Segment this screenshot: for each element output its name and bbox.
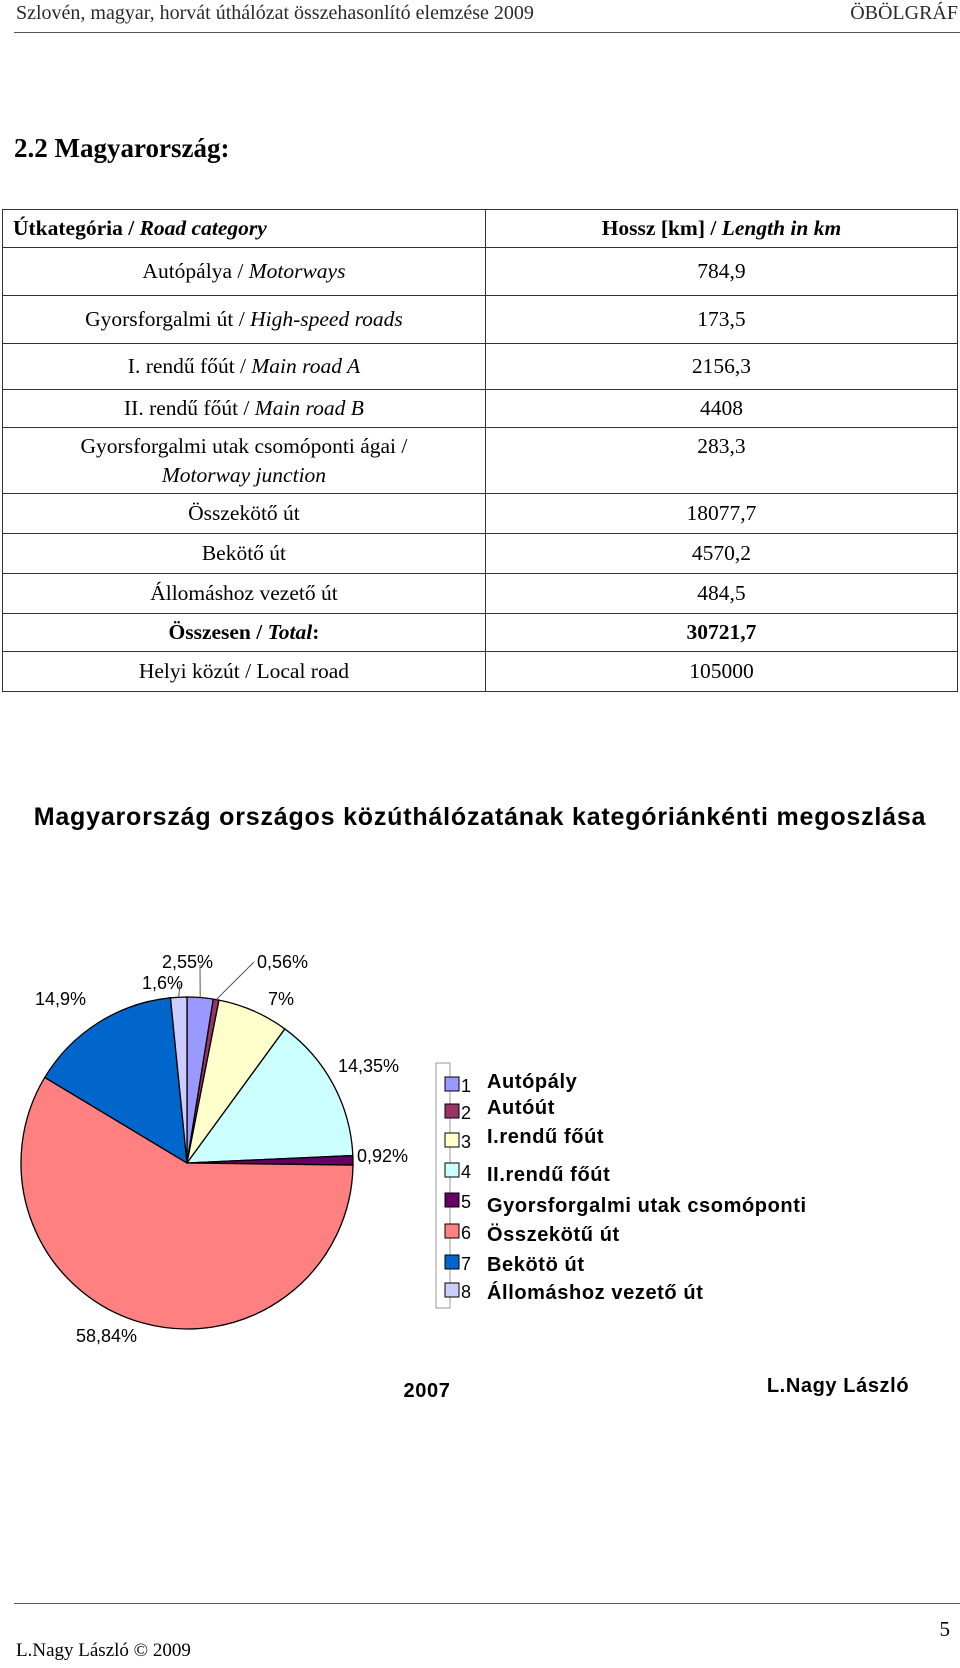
data-label-2: 0,56% xyxy=(257,952,309,972)
data-label-7: 14,9% xyxy=(35,989,87,1009)
legend-label-3: I.rendű főút xyxy=(487,1126,605,1148)
data-label-5: 0,92% xyxy=(357,1146,409,1166)
row-category: Bekötő út xyxy=(3,534,486,574)
local-label: Helyi közút / Local road xyxy=(3,652,486,692)
data-label-4: 14,35% xyxy=(338,1056,400,1076)
row-value: 4408 xyxy=(485,390,957,428)
header-length: Hossz [km] / Length in km xyxy=(485,210,957,248)
row-category: I. rendű főút / Main road A xyxy=(3,344,486,390)
total-value: 30721,7 xyxy=(485,614,957,652)
legend-label-1: Autópály xyxy=(487,1071,578,1093)
data-label-3: 7% xyxy=(268,989,295,1009)
legend-frame xyxy=(436,1063,450,1308)
legend-number-3: 3 xyxy=(461,1132,472,1152)
row-value: 484,5 xyxy=(485,574,957,614)
legend-swatch-2 xyxy=(445,1104,459,1118)
row-value: 173,5 xyxy=(485,296,957,344)
chart-year: 2007 xyxy=(403,1380,451,1402)
legend-swatch-6 xyxy=(445,1224,459,1238)
data-label-6: 58,84% xyxy=(76,1326,138,1346)
legend-swatch-7 xyxy=(445,1255,459,1269)
legend-label-7: Bekötö út xyxy=(487,1254,585,1276)
legend-number-4: 4 xyxy=(461,1162,472,1182)
row-category: Gyorsforgalmi utak csomóponti ágai / Motorway junction xyxy=(3,428,486,494)
legend-number-7: 7 xyxy=(461,1254,472,1274)
row-category: II. rendű főút / Main road B xyxy=(3,390,486,428)
local-value: 105000 xyxy=(485,652,957,692)
legend-swatch-5 xyxy=(445,1193,459,1207)
legend-swatch-4 xyxy=(445,1163,459,1177)
legend-label-6: Összekötű út xyxy=(487,1224,620,1246)
legend-number-8: 8 xyxy=(461,1282,472,1302)
legend-swatch-3 xyxy=(445,1133,459,1147)
row-category: Autópálya / Motorways xyxy=(3,248,486,296)
legend-number-6: 6 xyxy=(461,1223,472,1243)
legend-number-2: 2 xyxy=(461,1103,472,1123)
row-category: Állomáshoz vezető út xyxy=(3,574,486,614)
data-label-1: 2,55% xyxy=(162,952,214,972)
legend-number-5: 5 xyxy=(461,1192,472,1212)
legend-number-1: 1 xyxy=(461,1076,472,1096)
data-label-8: 1,6% xyxy=(142,973,184,993)
chart-author: L.Nagy László xyxy=(766,1375,910,1397)
running-header-brand: ÖBÖLGRÁF xyxy=(850,2,958,24)
row-value: 4570,2 xyxy=(485,534,957,574)
row-value: 18077,7 xyxy=(485,494,957,534)
legend-swatch-8 xyxy=(445,1283,459,1297)
row-category: Gyorsforgalmi út / High-speed roads xyxy=(3,296,486,344)
legend-label-2: Autóút xyxy=(487,1097,556,1119)
footer-divider xyxy=(14,1603,960,1604)
row-category: Összekötő út xyxy=(3,494,486,534)
running-header-title: Szlovén, magyar, horvát úthálózat összehasonlító elemzése 2009 xyxy=(16,2,534,24)
legend-label-8: Állomáshoz vezető út xyxy=(487,1282,704,1304)
total-label: Összesen / Total: xyxy=(3,614,486,652)
row-value: 283,3 xyxy=(485,428,957,494)
page-number: 5 xyxy=(939,1617,950,1641)
footer-author: L.Nagy László © 2009 xyxy=(16,1640,191,1661)
row-value: 784,9 xyxy=(485,248,957,296)
row-value: 2156,3 xyxy=(485,344,957,390)
chart-title: Magyarország országos közúthálózatának kategóriánkénti megoszlása xyxy=(33,803,927,831)
leader-line-2 xyxy=(216,962,254,1000)
chart-legend xyxy=(436,1063,807,1308)
legend-swatch-1 xyxy=(445,1077,459,1091)
section-heading: 2.2 Magyarország: xyxy=(14,133,230,163)
legend-label-4: II.rendű főút xyxy=(487,1164,611,1186)
header-category: Útkategória / Road category xyxy=(3,210,486,248)
legend-label-5: Gyorsforgalmi utak csomóponti xyxy=(487,1195,807,1217)
